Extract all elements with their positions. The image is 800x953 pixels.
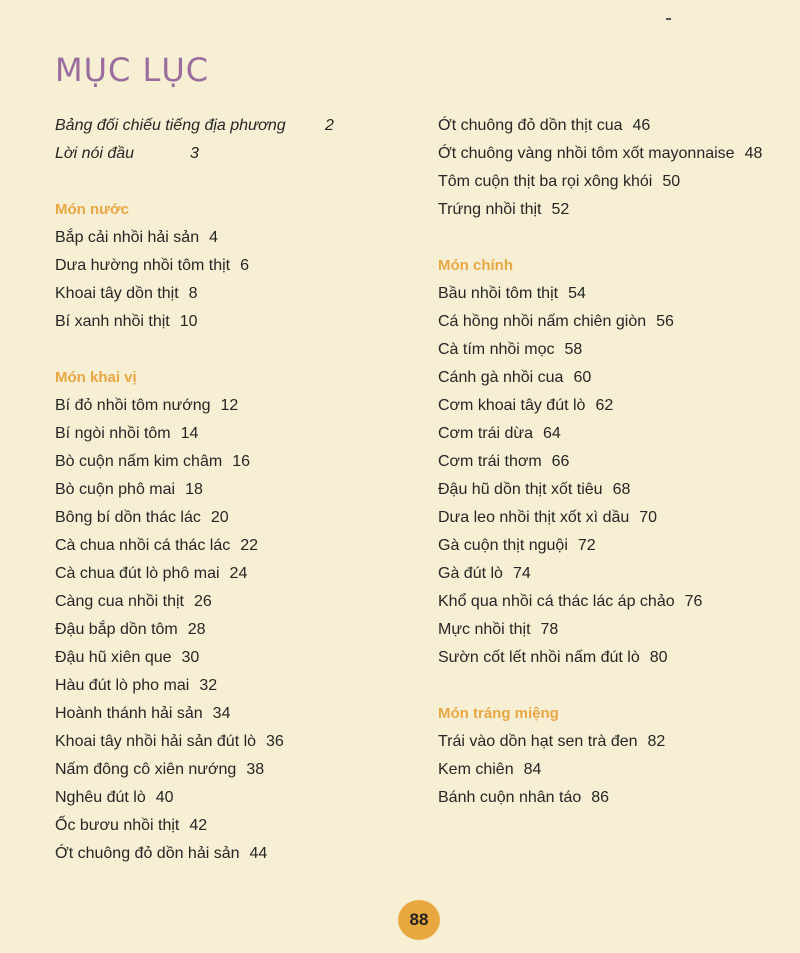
toc-entry [438, 588, 798, 616]
toc-entry-label: Khoai tây dồn thịt [55, 285, 179, 302]
toc-entry [438, 168, 798, 196]
toc-entry [438, 280, 798, 308]
toc-entry-page: 3 [190, 145, 199, 162]
toc-entry-page: 50 [662, 173, 681, 190]
toc-entry [55, 560, 415, 588]
toc-entry [438, 476, 798, 504]
toc-entry [438, 644, 798, 672]
toc-entry-page: 80 [649, 649, 668, 666]
toc-entry-page: 76 [684, 593, 703, 610]
toc-entry-label: Bánh cuộn nhân táo [438, 789, 582, 806]
toc-entry-page: 66 [551, 453, 570, 470]
toc-entry [55, 420, 415, 448]
toc-entry-label: Cơm khoai tây đút lò [438, 397, 586, 414]
toc-entry-label: Sườn cốt lết nhồi nấm đút lò [438, 649, 640, 666]
toc-entry-label: Dưa leo nhồi thịt xốt xì dầu [438, 509, 630, 526]
toc-entry [55, 672, 415, 700]
toc-entry [55, 504, 415, 532]
toc-entry-page: 84 [523, 761, 542, 778]
toc-entry [438, 140, 798, 168]
toc-entry-page: 34 [212, 705, 231, 722]
toc-entry [438, 756, 798, 784]
toc-entry-page: 2 [325, 117, 334, 134]
toc-entry-page: 70 [639, 509, 658, 526]
toc-entry [55, 588, 415, 616]
toc-entry [55, 280, 415, 308]
toc-entry-page: 12 [220, 397, 239, 414]
toc-entry [55, 224, 415, 252]
toc-intro-entry [55, 112, 415, 140]
toc-entry-label: Cánh gà nhồi cua [438, 369, 564, 386]
toc-entry-label: Cà chua đút lò phô mai [55, 565, 220, 582]
toc-entry-label: Bò cuộn phô mai [55, 481, 176, 498]
toc-entry-label: Lời nói đầu [55, 145, 135, 162]
toc-entry-page: 14 [180, 425, 199, 442]
toc-entry [438, 560, 798, 588]
page-title: MỤC LỤC [55, 51, 210, 90]
toc-entry-page: 58 [564, 341, 583, 358]
toc-entry-label: Ốc bươu nhồi thịt [55, 817, 180, 834]
toc-entry [438, 532, 798, 560]
toc-entry-page: 44 [249, 845, 268, 862]
toc-entry-page: 18 [185, 481, 203, 498]
toc-entry [438, 196, 798, 224]
toc-entry [55, 448, 415, 476]
toc-entry [438, 308, 798, 336]
toc-entry-label: Cà tím nhồi mọc [438, 341, 555, 358]
toc-entry-page: 42 [189, 817, 208, 834]
toc-entry [55, 532, 415, 560]
toc-entry [438, 728, 798, 756]
toc-entry-label: Dưa hường nhồi tôm thịt [55, 257, 231, 274]
toc-entry-page: 86 [591, 789, 610, 806]
toc-entry-label: Hàu đút lò pho mai [55, 677, 190, 694]
toc-intro-entry [55, 140, 415, 168]
toc-entry-label: Khoai tây nhồi hải sản đút lò [55, 733, 257, 750]
toc-entry-label: Cá hồng nhồi nấm chiên giòn [438, 313, 647, 330]
toc-entry [55, 840, 415, 868]
toc-entry-page: 8 [188, 285, 198, 302]
toc-entry [438, 420, 798, 448]
toc-entry-label: Hoành thánh hải sản [55, 705, 203, 722]
toc-entry-label: Ớt chuông vàng nhồi tôm xốt mayonnaise [438, 145, 735, 162]
toc-entry [438, 392, 798, 420]
toc-entry-page: 40 [155, 789, 174, 806]
toc-entry-label: Ớt chuông đỏ dồn thịt cua [438, 117, 623, 134]
toc-entry [55, 728, 415, 756]
toc-entry-page: 68 [612, 481, 631, 498]
toc-entry-page: 24 [229, 565, 248, 582]
toc-entry-page: 78 [540, 621, 559, 638]
toc-entry-label: Nghêu đút lò [55, 789, 146, 806]
toc-entry-label: Mực nhồi thịt [438, 621, 531, 638]
toc-section-heading: Món chính [438, 257, 513, 274]
toc-column-right [438, 112, 798, 812]
toc-entry [55, 308, 415, 336]
toc-entry-label: Bông bí dồn thác lác [55, 509, 201, 526]
toc-entry-label: Cơm trái thơm [438, 453, 542, 470]
toc-entry-page: 48 [744, 145, 763, 162]
toc-entry-page: 46 [632, 117, 651, 134]
toc-entry [55, 616, 415, 644]
toc-entry-label: Ớt chuông đỏ dồn hải sản [55, 845, 240, 862]
toc-entry-page: 54 [568, 285, 586, 302]
toc-entry [55, 644, 415, 672]
toc-entry-page: 72 [577, 537, 596, 554]
toc-entry-page: 62 [595, 397, 614, 414]
toc-entry-page: 4 [209, 229, 219, 246]
toc-entry-page: 52 [551, 201, 570, 218]
toc-entry-label: Nấm đông cô xiên nướng [55, 761, 237, 778]
toc-entry [438, 448, 798, 476]
toc-entry-label: Bí đỏ nhồi tôm nướng [55, 397, 211, 414]
toc-entry-label: Bầu nhồi tôm thịt [438, 285, 559, 302]
toc-entry-page: 64 [543, 425, 561, 442]
toc-entry-label: Đậu hũ dồn thịt xốt tiêu [438, 481, 603, 498]
toc-entry-label: Bí xanh nhồi thịt [55, 313, 170, 330]
toc-entry-label: Bắp cải nhồi hải sản [55, 229, 200, 246]
toc-column-left [55, 112, 415, 868]
toc-entry-page: 30 [181, 649, 200, 666]
toc-entry [438, 616, 798, 644]
toc-entry-label: Gà cuộn thịt nguội [438, 537, 568, 554]
toc-entry-page: 6 [240, 257, 250, 274]
toc-intro [55, 112, 415, 168]
toc-entry-label: Đậu bắp dồn tôm [55, 621, 178, 638]
toc-entry [55, 476, 415, 504]
toc-entry-page: 16 [232, 453, 250, 470]
corner-mark [666, 18, 671, 20]
toc-entry-label: Bí ngòi nhồi tôm [55, 425, 171, 442]
toc-entry-page: 10 [179, 313, 198, 330]
toc-entry-label: Trứng nhồi thịt [438, 201, 542, 218]
toc-entry-label: Càng cua nhồi thịt [55, 593, 184, 610]
toc-entry [55, 392, 415, 420]
toc-entry-label: Đậu hũ xiên que [55, 649, 172, 666]
toc-entry-page: 60 [573, 369, 592, 386]
toc-entry-label: Khổ qua nhồi cá thác lác áp chảo [438, 593, 675, 610]
toc-entry-page: 56 [656, 313, 674, 330]
toc-entry [438, 112, 798, 140]
toc-entry [55, 784, 415, 812]
toc-entry [438, 504, 798, 532]
toc-entry-label: Bò cuộn nấm kim châm [55, 453, 223, 470]
toc-entry-page: 26 [193, 593, 212, 610]
toc-entry [55, 252, 415, 280]
toc-entry-label: Trái vào dồn hạt sen trà đen [438, 733, 638, 750]
toc-entry-label: Cơm trái dừa [438, 425, 533, 442]
toc-entry-page: 20 [210, 509, 229, 526]
toc-entry-page: 32 [199, 677, 218, 694]
toc-entry-page: 28 [187, 621, 206, 638]
toc-entry [55, 812, 415, 840]
toc-entry-page: 74 [512, 565, 531, 582]
toc-section-heading: Món nước [55, 201, 130, 218]
toc-entry-page: 36 [266, 733, 284, 750]
toc-section-heading: Món khai vị [55, 369, 137, 386]
toc-entry-label: Bảng đối chiếu tiếng địa phương [55, 117, 286, 134]
toc-entry-label: Kem chiên [438, 761, 514, 778]
toc-entry-label: Cà chua nhồi cá thác lác [55, 537, 231, 554]
toc-section-heading: Món tráng miệng [438, 705, 559, 722]
toc-entry [438, 336, 798, 364]
page-number-badge: 88 [398, 900, 440, 940]
toc-entry [55, 756, 415, 784]
toc-entry-label: Gà đút lò [438, 565, 503, 582]
toc-entry-page: 22 [240, 537, 259, 554]
toc-entry-page: 38 [246, 761, 265, 778]
toc-entry [438, 784, 798, 812]
toc-entry-page: 82 [647, 733, 666, 750]
toc-entry [438, 364, 798, 392]
toc-entry [55, 700, 415, 728]
toc-entry-label: Tôm cuộn thịt ba rọi xông khói [438, 173, 653, 190]
